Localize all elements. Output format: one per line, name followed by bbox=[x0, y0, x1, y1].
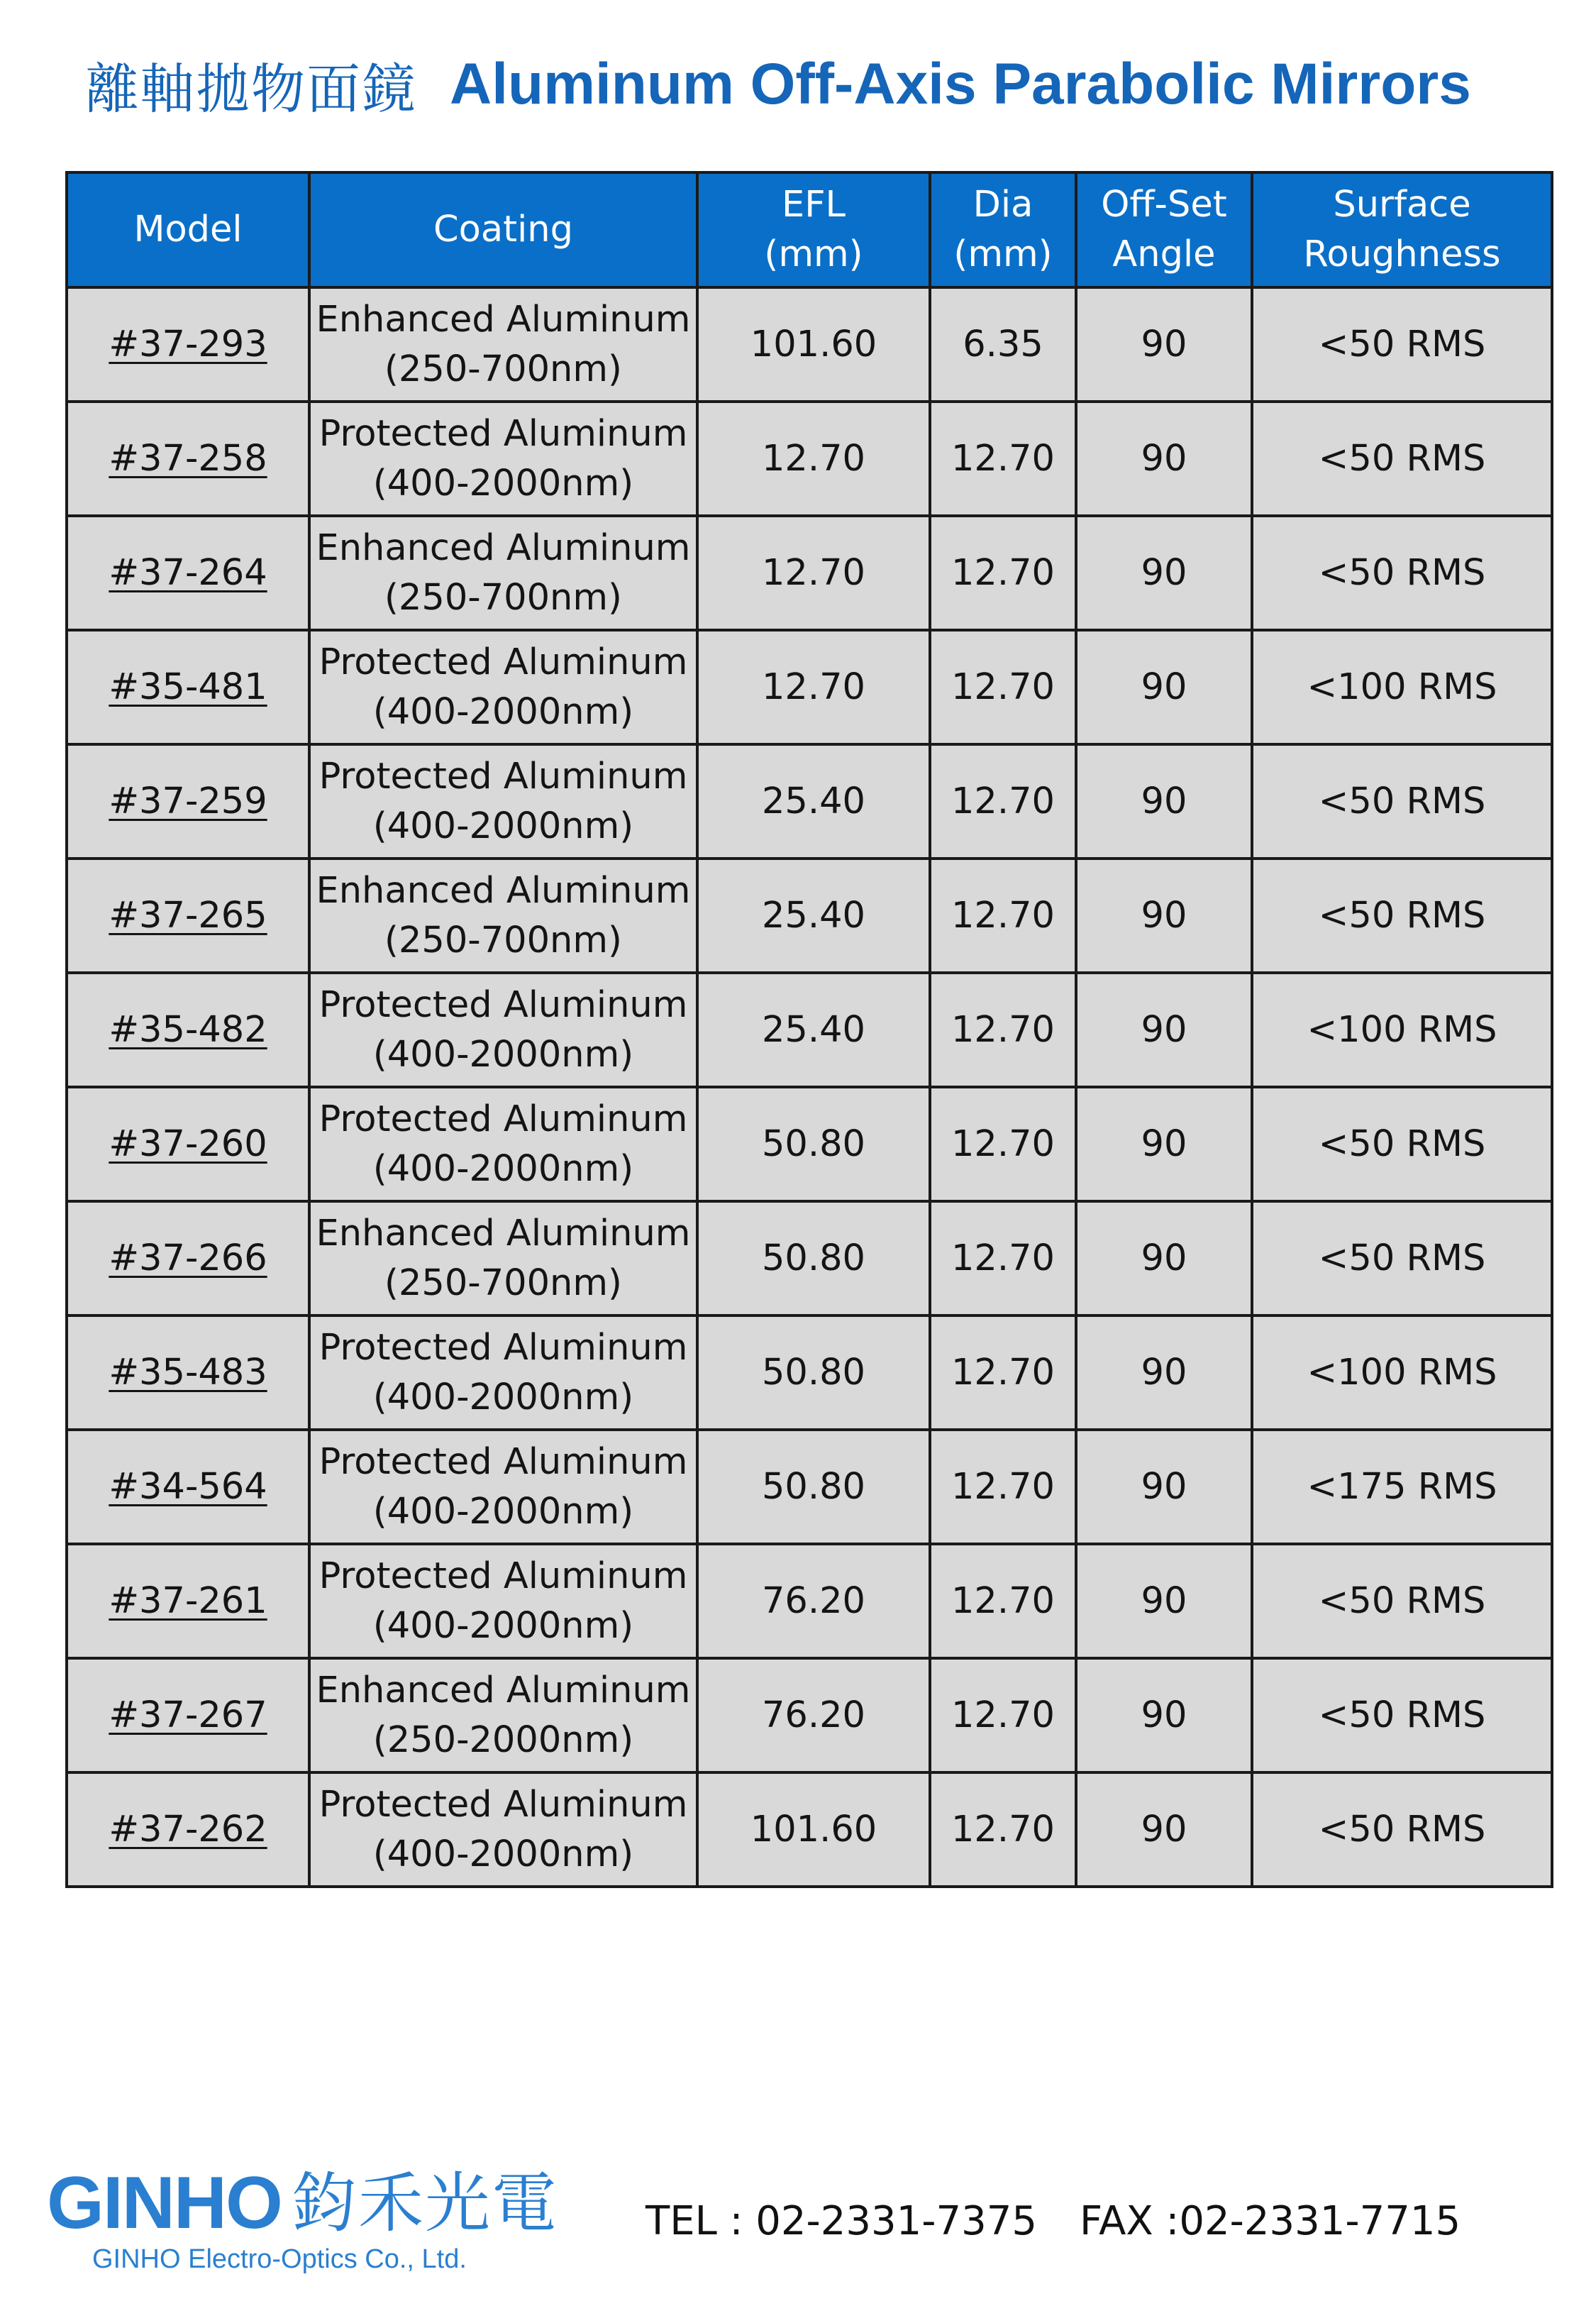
dia-value: 12.70 bbox=[951, 780, 1055, 822]
coating-name: Enhanced Aluminum bbox=[316, 869, 691, 912]
coating-cell bbox=[309, 287, 697, 402]
efl-value-cell bbox=[697, 287, 930, 402]
efl-value: 25.40 bbox=[761, 1008, 865, 1051]
header-coating bbox=[309, 172, 697, 287]
coating-cell bbox=[309, 744, 697, 859]
angle-value: 90 bbox=[1141, 437, 1187, 480]
dia-value: 12.70 bbox=[951, 1808, 1055, 1850]
efl-value-cell bbox=[697, 630, 930, 744]
angle-value-cell bbox=[1076, 859, 1252, 973]
coating-cell bbox=[309, 1772, 697, 1887]
dia-value: 12.70 bbox=[951, 1122, 1055, 1165]
dia-value: 12.70 bbox=[951, 437, 1055, 480]
dia-value-cell bbox=[930, 973, 1076, 1087]
header-label: Surface bbox=[1333, 184, 1471, 226]
efl-value: 50.80 bbox=[761, 1351, 865, 1394]
efl-value: 25.40 bbox=[761, 894, 865, 937]
efl-value: 25.40 bbox=[761, 780, 865, 822]
roughness-value-cell bbox=[1252, 1544, 1552, 1658]
company-logo bbox=[47, 2164, 600, 2281]
header-dia bbox=[930, 172, 1076, 287]
model-link[interactable]: #37-267 bbox=[109, 1694, 267, 1736]
coating-name: Enhanced Aluminum bbox=[316, 1212, 691, 1254]
efl-value: 12.70 bbox=[761, 551, 865, 594]
dia-value: 12.70 bbox=[951, 551, 1055, 594]
coating-name: Protected Aluminum bbox=[318, 1783, 688, 1826]
roughness-value-cell bbox=[1252, 1087, 1552, 1201]
efl-value-cell bbox=[697, 1658, 930, 1772]
title-chinese: 離軸拋物面鏡 bbox=[85, 57, 417, 121]
roughness-value-cell bbox=[1252, 1658, 1552, 1772]
coating-range: (250-700nm) bbox=[384, 348, 622, 390]
table-row bbox=[67, 744, 1552, 859]
efl-value: 76.20 bbox=[761, 1694, 865, 1736]
dia-value: 12.70 bbox=[951, 1694, 1055, 1736]
header-surface-roughness bbox=[1252, 172, 1552, 287]
table-row bbox=[67, 859, 1552, 973]
model-link[interactable]: #35-483 bbox=[109, 1351, 267, 1394]
model-link-cell bbox=[67, 1658, 309, 1772]
roughness-value: <50 RMS bbox=[1318, 1237, 1486, 1279]
angle-value-cell bbox=[1076, 402, 1252, 516]
efl-value-cell bbox=[697, 1087, 930, 1201]
page-title bbox=[85, 38, 1532, 131]
dia-value-cell bbox=[930, 1772, 1076, 1887]
table-row bbox=[67, 1772, 1552, 1887]
dia-value-cell bbox=[930, 1201, 1076, 1315]
angle-value: 90 bbox=[1141, 551, 1187, 594]
efl-value: 50.80 bbox=[761, 1122, 865, 1165]
roughness-value-cell bbox=[1252, 516, 1552, 630]
table-row bbox=[67, 1658, 1552, 1772]
efl-value-cell bbox=[697, 1430, 930, 1544]
angle-value: 90 bbox=[1141, 1694, 1187, 1736]
roughness-value-cell bbox=[1252, 1772, 1552, 1887]
table-row bbox=[67, 1315, 1552, 1430]
roughness-value: <50 RMS bbox=[1318, 323, 1486, 365]
model-link[interactable]: #37-265 bbox=[109, 894, 267, 937]
dia-value: 12.70 bbox=[951, 1579, 1055, 1622]
header-label: Angle bbox=[1112, 233, 1216, 275]
coating-range: (400-2000nm) bbox=[372, 690, 634, 733]
angle-value-cell bbox=[1076, 1658, 1252, 1772]
header-label: EFL bbox=[782, 184, 846, 226]
efl-value: 101.60 bbox=[750, 323, 877, 365]
model-link[interactable]: #37-261 bbox=[109, 1579, 267, 1622]
roughness-value: <50 RMS bbox=[1318, 780, 1486, 822]
dia-value: 6.35 bbox=[963, 323, 1043, 365]
coating-name: Enhanced Aluminum bbox=[316, 1669, 691, 1711]
header-model bbox=[67, 172, 309, 287]
model-link[interactable]: #37-262 bbox=[109, 1808, 267, 1850]
efl-value-cell bbox=[697, 402, 930, 516]
efl-value-cell bbox=[697, 1772, 930, 1887]
model-link-cell bbox=[67, 1201, 309, 1315]
coating-range: (250-700nm) bbox=[384, 576, 622, 619]
coating-range: (400-2000nm) bbox=[372, 1833, 634, 1875]
coating-name: Protected Aluminum bbox=[318, 412, 688, 455]
coating-cell bbox=[309, 1544, 697, 1658]
model-link-cell bbox=[67, 1087, 309, 1201]
header-label: (mm) bbox=[764, 233, 863, 275]
angle-value-cell bbox=[1076, 630, 1252, 744]
model-link[interactable]: #35-481 bbox=[109, 666, 267, 708]
dia-value: 12.70 bbox=[951, 666, 1055, 708]
table-row bbox=[67, 516, 1552, 630]
table-row bbox=[67, 287, 1552, 402]
coating-name: Protected Aluminum bbox=[318, 983, 688, 1026]
roughness-value-cell bbox=[1252, 1315, 1552, 1430]
roughness-value-cell bbox=[1252, 630, 1552, 744]
dia-value-cell bbox=[930, 859, 1076, 973]
model-link-cell bbox=[67, 402, 309, 516]
efl-value-cell bbox=[697, 859, 930, 973]
dia-value-cell bbox=[930, 1315, 1076, 1430]
coating-cell bbox=[309, 630, 697, 744]
roughness-value: <50 RMS bbox=[1318, 1808, 1486, 1850]
coating-cell bbox=[309, 1430, 697, 1544]
roughness-value: <50 RMS bbox=[1318, 1579, 1486, 1622]
coating-cell bbox=[309, 859, 697, 973]
coating-cell bbox=[309, 516, 697, 630]
roughness-value: <50 RMS bbox=[1318, 437, 1486, 480]
coating-range: (400-2000nm) bbox=[372, 462, 634, 504]
dia-value: 12.70 bbox=[951, 1351, 1055, 1394]
roughness-value-cell bbox=[1252, 1430, 1552, 1544]
roughness-value: <100 RMS bbox=[1307, 666, 1497, 708]
angle-value: 90 bbox=[1141, 1122, 1187, 1165]
coating-range: (400-2000nm) bbox=[372, 1033, 634, 1076]
model-link[interactable]: #37-264 bbox=[109, 551, 267, 594]
header-label: Dia bbox=[972, 184, 1033, 226]
coating-range: (400-2000nm) bbox=[372, 1376, 634, 1418]
header-label: (mm) bbox=[953, 233, 1053, 275]
model-link-cell bbox=[67, 973, 309, 1087]
dia-value-cell bbox=[930, 1658, 1076, 1772]
coating-name: Protected Aluminum bbox=[318, 1440, 688, 1483]
header-efl bbox=[697, 172, 930, 287]
roughness-value-cell bbox=[1252, 859, 1552, 973]
model-link[interactable]: #37-260 bbox=[109, 1122, 267, 1165]
roughness-value-cell bbox=[1252, 287, 1552, 402]
model-link[interactable]: #35-482 bbox=[109, 1008, 267, 1051]
angle-value: 90 bbox=[1141, 1808, 1187, 1850]
header-label: Roughness bbox=[1303, 233, 1501, 275]
header-label: Coating bbox=[433, 209, 573, 250]
roughness-value-cell bbox=[1252, 402, 1552, 516]
coating-range: (400-2000nm) bbox=[372, 805, 634, 847]
model-link[interactable]: #34-564 bbox=[109, 1465, 267, 1508]
coating-range: (250-700nm) bbox=[384, 1262, 622, 1304]
efl-value: 12.70 bbox=[761, 437, 865, 480]
dia-value-cell bbox=[930, 1544, 1076, 1658]
table-row bbox=[67, 1430, 1552, 1544]
dia-value-cell bbox=[930, 516, 1076, 630]
angle-value-cell bbox=[1076, 1430, 1252, 1544]
efl-value: 76.20 bbox=[761, 1579, 865, 1622]
efl-value: 101.60 bbox=[750, 1808, 877, 1850]
dia-value-cell bbox=[930, 1430, 1076, 1544]
header-label: Off-Set bbox=[1101, 184, 1227, 226]
roughness-value: <100 RMS bbox=[1307, 1008, 1497, 1051]
coating-range: (250-700nm) bbox=[384, 919, 622, 961]
angle-value: 90 bbox=[1141, 1237, 1187, 1279]
title-english: Aluminum Off-Axis Parabolic Mirrors bbox=[450, 52, 1471, 116]
model-link-cell bbox=[67, 744, 309, 859]
model-link-cell bbox=[67, 859, 309, 973]
angle-value-cell bbox=[1076, 973, 1252, 1087]
angle-value-cell bbox=[1076, 1315, 1252, 1430]
coating-range: (400-2000nm) bbox=[372, 1147, 634, 1190]
roughness-value: <50 RMS bbox=[1318, 551, 1486, 594]
model-link-cell bbox=[67, 1315, 309, 1430]
coating-cell bbox=[309, 1658, 697, 1772]
roughness-value-cell bbox=[1252, 1201, 1552, 1315]
model-link[interactable]: #37-293 bbox=[109, 323, 267, 365]
efl-value: 12.70 bbox=[761, 666, 865, 708]
roughness-value: <50 RMS bbox=[1318, 1122, 1486, 1165]
model-link-cell bbox=[67, 1544, 309, 1658]
angle-value: 90 bbox=[1141, 666, 1187, 708]
dia-value-cell bbox=[930, 287, 1076, 402]
header-label: Model bbox=[133, 209, 243, 250]
angle-value-cell bbox=[1076, 1201, 1252, 1315]
coating-range: (400-2000nm) bbox=[372, 1490, 634, 1533]
angle-value: 90 bbox=[1141, 1008, 1187, 1051]
angle-value: 90 bbox=[1141, 780, 1187, 822]
angle-value: 90 bbox=[1141, 323, 1187, 365]
coating-name: Enhanced Aluminum bbox=[316, 526, 691, 569]
angle-value: 90 bbox=[1141, 1351, 1187, 1394]
angle-value: 90 bbox=[1141, 1579, 1187, 1622]
coating-cell bbox=[309, 402, 697, 516]
header-offset-angle bbox=[1076, 172, 1252, 287]
model-link-cell bbox=[67, 287, 309, 402]
logo-english: GINHO bbox=[47, 2162, 282, 2244]
angle-value-cell bbox=[1076, 744, 1252, 859]
model-link-cell bbox=[67, 516, 309, 630]
model-link-cell bbox=[67, 630, 309, 744]
roughness-value-cell bbox=[1252, 744, 1552, 859]
table-row bbox=[67, 1201, 1552, 1315]
angle-value-cell bbox=[1076, 287, 1252, 402]
table-header-row bbox=[67, 172, 1552, 287]
table-row bbox=[67, 402, 1552, 516]
efl-value-cell bbox=[697, 744, 930, 859]
roughness-value: <175 RMS bbox=[1307, 1465, 1497, 1508]
dia-value-cell bbox=[930, 630, 1076, 744]
dia-value-cell bbox=[930, 744, 1076, 859]
roughness-value: <50 RMS bbox=[1318, 894, 1486, 937]
angle-value: 90 bbox=[1141, 1465, 1187, 1508]
coating-range: (400-2000nm) bbox=[372, 1604, 634, 1647]
coating-cell bbox=[309, 1201, 697, 1315]
efl-value-cell bbox=[697, 1315, 930, 1430]
dia-value: 12.70 bbox=[951, 1465, 1055, 1508]
model-link[interactable]: #37-266 bbox=[109, 1237, 267, 1279]
dia-value-cell bbox=[930, 1087, 1076, 1201]
efl-value: 50.80 bbox=[761, 1465, 865, 1508]
coating-name: Enhanced Aluminum bbox=[316, 298, 691, 341]
coating-name: Protected Aluminum bbox=[318, 641, 688, 683]
mirror-spec-table bbox=[65, 171, 1553, 1888]
table-body bbox=[67, 287, 1552, 1887]
coating-name: Protected Aluminum bbox=[318, 1555, 688, 1597]
dia-value: 12.70 bbox=[951, 1237, 1055, 1279]
dia-value-cell bbox=[930, 402, 1076, 516]
telephone-number: TEL : 02-2331-7375 bbox=[645, 2198, 1037, 2244]
dia-value: 12.70 bbox=[951, 1008, 1055, 1051]
roughness-value: <50 RMS bbox=[1318, 1694, 1486, 1736]
table-row bbox=[67, 1087, 1552, 1201]
efl-value-cell bbox=[697, 973, 930, 1087]
table-row bbox=[67, 1544, 1552, 1658]
fax-number: FAX :02-2331-7715 bbox=[1080, 2198, 1461, 2244]
efl-value-cell bbox=[697, 516, 930, 630]
coating-cell bbox=[309, 1087, 697, 1201]
angle-value-cell bbox=[1076, 1544, 1252, 1658]
roughness-value-cell bbox=[1252, 973, 1552, 1087]
angle-value-cell bbox=[1076, 516, 1252, 630]
coating-cell bbox=[309, 973, 697, 1087]
efl-value-cell bbox=[697, 1544, 930, 1658]
coating-range: (250-2000nm) bbox=[372, 1719, 634, 1761]
angle-value-cell bbox=[1076, 1087, 1252, 1201]
company-name: GINHO Electro-Optics Co., Ltd. bbox=[92, 2244, 467, 2274]
roughness-value: <100 RMS bbox=[1307, 1351, 1497, 1394]
dia-value: 12.70 bbox=[951, 894, 1055, 937]
logo-chinese: 鈞禾光電 bbox=[292, 2166, 559, 2241]
table-row bbox=[67, 973, 1552, 1087]
coating-name: Protected Aluminum bbox=[318, 1326, 688, 1369]
efl-value-cell bbox=[697, 1201, 930, 1315]
angle-value-cell bbox=[1076, 1772, 1252, 1887]
coating-name: Protected Aluminum bbox=[318, 755, 688, 798]
model-link-cell bbox=[67, 1772, 309, 1887]
angle-value: 90 bbox=[1141, 894, 1187, 937]
coating-cell bbox=[309, 1315, 697, 1430]
table-row bbox=[67, 630, 1552, 744]
model-link-cell bbox=[67, 1430, 309, 1544]
efl-value: 50.80 bbox=[761, 1237, 865, 1279]
model-link[interactable]: #37-259 bbox=[109, 780, 267, 822]
coating-name: Protected Aluminum bbox=[318, 1098, 688, 1140]
model-link[interactable]: #37-258 bbox=[109, 437, 267, 480]
